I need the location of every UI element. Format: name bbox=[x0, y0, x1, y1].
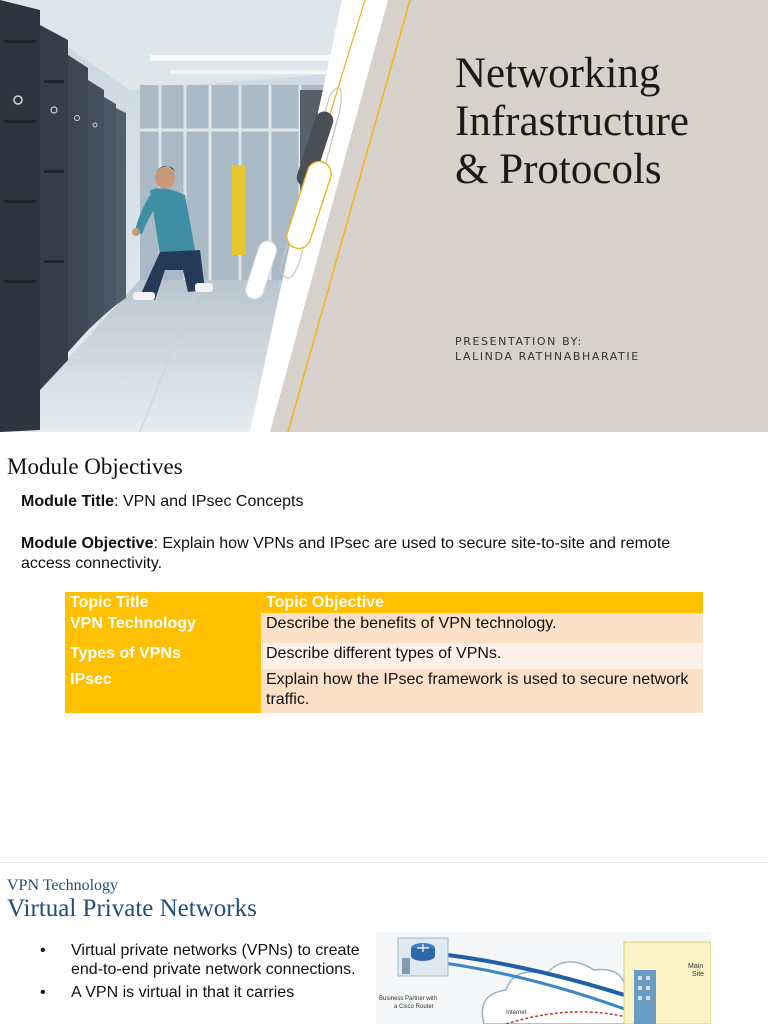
module-title-label: Module Title bbox=[21, 493, 115, 510]
table-header-cell: Topic Title bbox=[65, 592, 261, 613]
building-icon bbox=[634, 970, 656, 1024]
module-objective-line bbox=[21, 534, 721, 574]
table-row bbox=[65, 613, 703, 643]
diagram-label: a Cisco Router bbox=[394, 1004, 434, 1010]
diagram-label: Business Partner with bbox=[379, 996, 438, 1002]
objective-cell: Explain how the IPsec framework is used to secure network traffic. bbox=[261, 669, 703, 713]
module-title-line bbox=[21, 492, 721, 512]
dot-bullet-icon: • bbox=[40, 984, 46, 1001]
slide-title: Module Objectives bbox=[7, 454, 183, 479]
vpn-slide bbox=[0, 864, 768, 1024]
table-header-row bbox=[65, 592, 703, 613]
objective-cell: Describe different types of VPNs. bbox=[261, 643, 703, 669]
topics-table bbox=[65, 592, 703, 713]
slide-title: Virtual Private Networks bbox=[7, 895, 257, 922]
topic-cell: VPN Technology bbox=[65, 613, 261, 643]
presentation-title bbox=[455, 50, 765, 194]
table-row bbox=[65, 643, 703, 669]
diagram-label: Internet bbox=[506, 1010, 527, 1016]
bullet-list bbox=[40, 941, 380, 1006]
diagram-label: Main bbox=[688, 963, 704, 970]
presenter-label: PRESENTATION BY: bbox=[455, 335, 583, 348]
topic-cell: IPsec bbox=[65, 669, 261, 713]
module-objective-label: Module Objective bbox=[21, 535, 154, 552]
title-line-1: Networking bbox=[455, 50, 661, 97]
list-item bbox=[40, 983, 380, 1002]
bullet-text: Virtual private networks (VPNs) to create end-to-end private network connections. bbox=[71, 942, 360, 978]
bullet-text: A VPN is virtual in that it carries bbox=[71, 984, 295, 1001]
section-subtitle: VPN Technology bbox=[7, 877, 119, 894]
module-objectives-slide bbox=[0, 432, 768, 864]
diagram-label: Site bbox=[692, 971, 705, 978]
objective-cell: Describe the benefits of VPN technology. bbox=[261, 613, 703, 643]
list-item bbox=[40, 941, 380, 979]
module-title-value: : VPN and IPsec Concepts bbox=[114, 493, 304, 510]
table-row bbox=[65, 669, 703, 713]
vpn-network-diagram bbox=[376, 932, 711, 1024]
table-header-cell: Topic Objective bbox=[261, 592, 703, 613]
dot-bullet-icon: • bbox=[40, 942, 46, 959]
topic-cell: Types of VPNs bbox=[65, 643, 261, 669]
slide-divider bbox=[0, 862, 768, 863]
presenter-block bbox=[455, 334, 640, 364]
title-slide bbox=[0, 0, 768, 432]
router-icon bbox=[411, 943, 435, 961]
presenter-name: LALINDA RATHNABHARATIE bbox=[455, 350, 640, 363]
module-objective-value: : Explain how VPNs and IPsec are used to secure site-to-site and remote access connectivity. bbox=[21, 535, 671, 572]
title-line-2: Infrastructure bbox=[455, 98, 689, 145]
title-line-3: & Protocols bbox=[455, 146, 662, 193]
